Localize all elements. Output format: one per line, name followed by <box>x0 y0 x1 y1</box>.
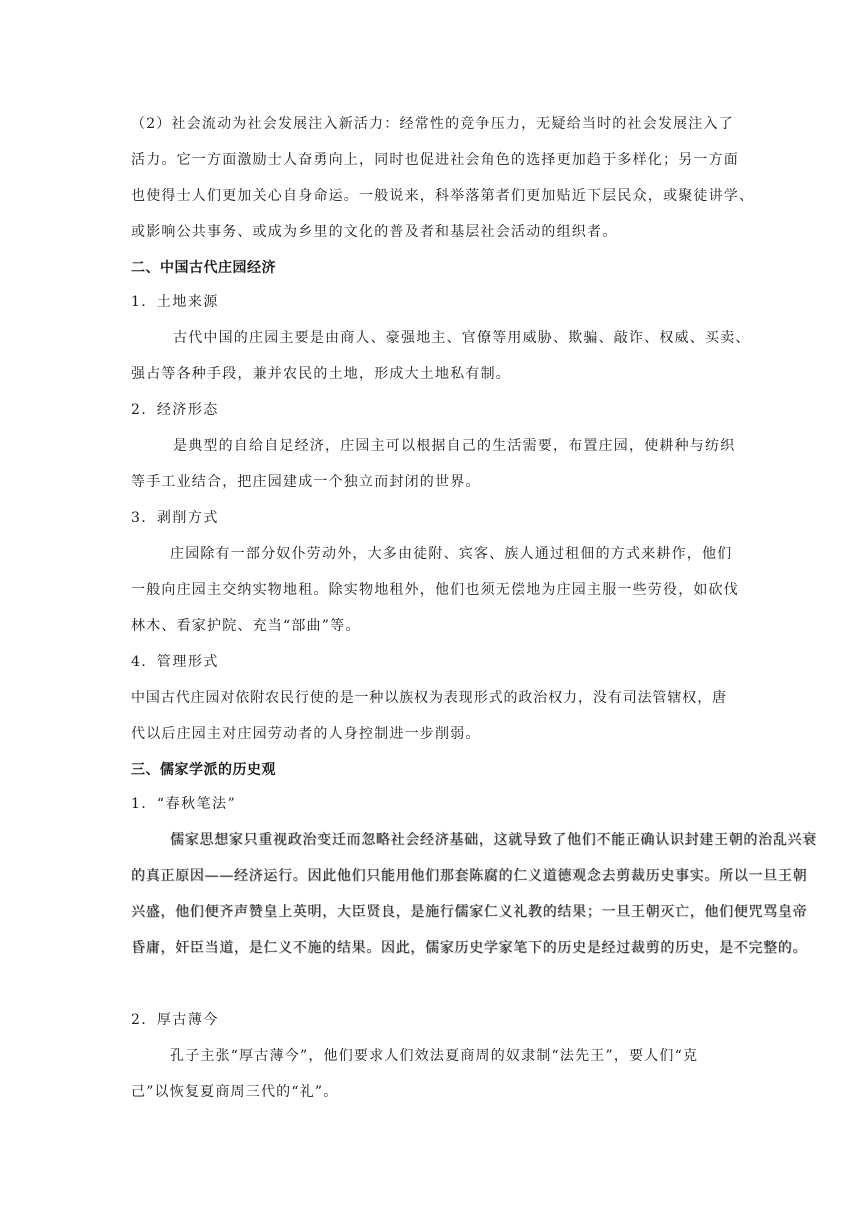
paragraph-line: 中国古代庄园对依附农民行使的是一种以族权为表现形式的政治权力，没有司法管辖权，唐 <box>131 690 727 706</box>
subsection-title: 1．“春秋笔法” <box>131 796 237 812</box>
scanned-paragraph-line: 昏庸，奸臣当道，是仁义不施的结果。因此，儒家历史学家笔下的历史是经过裁剪的历史，是不完整的。 <box>131 940 808 956</box>
scanned-paragraph-line: 兴盛，他们便齐声赞皇上英明，大臣贤良，是施行儒家仁义礼教的结果；一旦王朝灭亡，他们便咒骂皇帝 <box>131 904 808 920</box>
paragraph-line: 孔子主张“厚古薄今”，他们要求人们效法夏商周的奴隶制“法先王”，要人们“克 <box>170 1048 699 1064</box>
scanned-paragraph-line: 儒家思想家只重视政治变迁而忽略社会经济基础，这就导致了他们不能正确认识封建王朝的治乱兴衰 <box>170 832 817 848</box>
section-heading: 三、儒家学派的历史观 <box>131 762 276 778</box>
paragraph-line: 或影响公共事务、或成为乡里的文化的普及者和基层社会活动的组织者。 <box>131 224 618 240</box>
paragraph-line: 强占等各种手段，兼并农民的土地，形成大土地私有制。 <box>131 366 511 382</box>
subsection-title: 4．管理形式 <box>131 654 219 670</box>
paragraph-line: 庄园除有一部分奴仆劳动外，大多由徒附、宾客、族人通过租佃的方式来耕作，他们 <box>170 546 733 562</box>
paragraph-line: 等手工业结合，把庄园建成一个独立而封闭的世界。 <box>131 474 481 490</box>
paragraph-line: 也使得士人们更加关心自身命运。一般说来，科举落第者们更加贴近下层民众，或聚徒讲学、 <box>131 188 755 204</box>
scanned-paragraph-line: 的真正原因——经济运行。因此他们只能用他们那套陈腐的仁义道德观念去剪裁历史事实。所以一旦王朝 <box>131 868 808 884</box>
paragraph-line: 林木、看家护院、充当“部曲”等。 <box>131 618 361 634</box>
paragraph-line: 代以后庄园主对庄园劳动者的人身控制进一步削弱。 <box>131 726 481 742</box>
paragraph-line: 古代中国的庄园主要是由商人、豪强地主、官僚等用威胁、欺骗、敲诈、权威、买卖、 <box>173 330 751 346</box>
subsection-title: 3．剥削方式 <box>131 510 219 526</box>
paragraph-line: 是典型的自给自足经济，庄园主可以根据自己的生活需要，布置庄园，使耕种与纺织 <box>173 438 736 454</box>
paragraph-line: 活力。它一方面激励士人奋勇向上，同时也促进社会角色的选择更加趋于多样化；另一方面 <box>131 152 739 168</box>
subsection-title: 1．土地来源 <box>131 294 219 310</box>
paragraph-line: 己”以恢复夏商周三代的“礼”。 <box>131 1084 339 1100</box>
paragraph-line: （2）社会流动为社会发展注入新活力：经常性的竞争压力，无疑给当时的社会发展注入了 <box>131 116 734 132</box>
subsection-title: 2．经济形态 <box>131 402 219 418</box>
section-heading: 二、中国古代庄园经济 <box>131 260 276 276</box>
paragraph-line: 一般向庄园主交纳实物地租。除实物地租外，他们也须无偿地为庄园主服一些劳役，如砍伐 <box>131 582 739 598</box>
subsection-title: 2．厚古薄今 <box>131 1012 219 1028</box>
